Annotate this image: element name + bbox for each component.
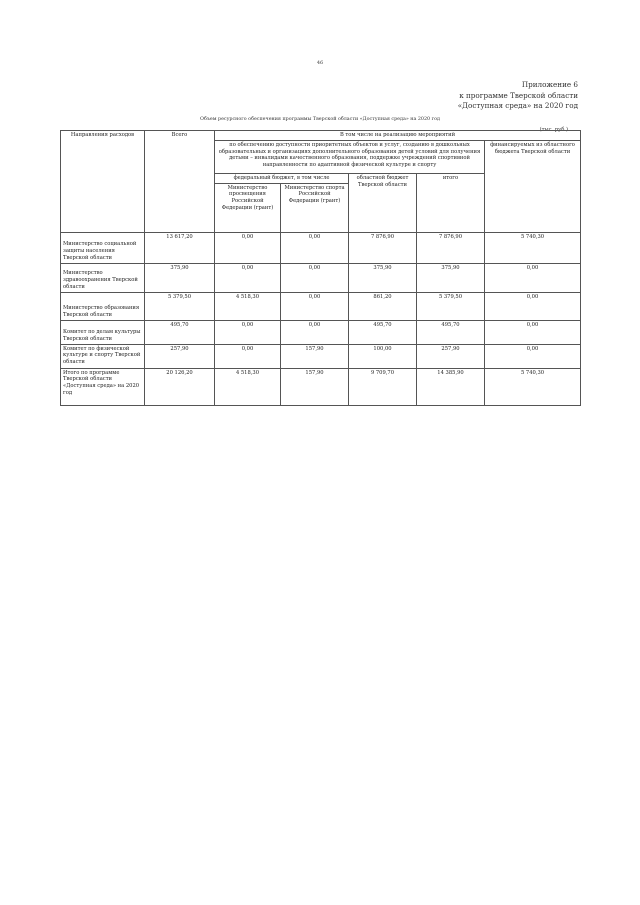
appendix-line-1: Приложение 6 (521, 80, 578, 89)
cell-financed: 0,00 (485, 344, 581, 368)
row-name: Комитет по делам культуры Тверской области (61, 320, 145, 344)
row-name: Итого по программе Тверской области «Доступная среда» на 2020 год (61, 368, 145, 405)
cell-financed: 0,00 (485, 292, 581, 320)
table-row (61, 292, 581, 320)
header-group-desc: по обеспечению доступности приоритетных объектов и услуг, созданию в дошкольных образовательных и организациях дополнительного образования детей условий для получения детьми – инвалидами качественного образования, поддержке учреждений спортивной направленности по адаптивной физической культуре и спорту (215, 140, 485, 173)
cell-min-sport: 157,90 (281, 368, 349, 405)
cell-total: 257,90 (145, 344, 215, 368)
cell-total: 5 379,50 (145, 292, 215, 320)
table-row (61, 344, 581, 368)
header-total: Всего (145, 131, 215, 233)
table-row (61, 263, 581, 292)
cell-financed: 0,00 (485, 320, 581, 344)
appendix-line-2: к программе Тверской области (459, 90, 578, 100)
cell-subtotal: 375,90 (417, 263, 485, 292)
cell-min-edu: 0,00 (215, 344, 281, 368)
cell-total: 375,90 (145, 263, 215, 292)
cell-regional: 7 876,90 (349, 232, 417, 263)
cell-regional: 100,00 (349, 344, 417, 368)
row-name: Министерство образования Тверской области (61, 292, 145, 320)
cell-min-sport: 157,90 (281, 344, 349, 368)
cell-subtotal: 257,90 (417, 344, 485, 368)
header-federal: федеральный бюджет, в том числе (215, 173, 349, 183)
cell-regional: 495,70 (349, 320, 417, 344)
cell-subtotal: 7 876,90 (417, 232, 485, 263)
appendix-line-3: «Доступная среда» на 2020 год (457, 101, 578, 111)
document-title: Объем ресурсного обеспечения программы Тверской области «Доступная среда» на 2020 год (200, 117, 440, 122)
header-direction: Направления расходов (61, 131, 145, 233)
cell-min-edu: 0,00 (215, 263, 281, 292)
resource-table (60, 130, 581, 406)
cell-min-edu: 4 518,30 (215, 292, 281, 320)
table-row-total (61, 368, 581, 405)
row-name: Комитет по физической культуре и спорту Тверской области (61, 344, 145, 368)
table-row (61, 320, 581, 344)
cell-min-edu: 0,00 (215, 232, 281, 263)
cell-subtotal: 14 385,90 (417, 368, 485, 405)
cell-financed: 5 740,30 (485, 368, 581, 405)
cell-min-sport: 0,00 (281, 263, 349, 292)
cell-min-edu: 0,00 (215, 320, 281, 344)
row-name: Министерство социальной защиты населения Тверской области (61, 232, 145, 263)
table-row (61, 232, 581, 263)
cell-min-edu: 4 518,30 (215, 368, 281, 405)
unit-label: (тыс. руб.) (539, 127, 568, 133)
cell-regional: 9 709,70 (349, 368, 417, 405)
appendix-note (458, 80, 578, 112)
header-subtotal: итого (417, 173, 485, 232)
row-name: Министерство здравоохранения Тверской области (61, 263, 145, 292)
cell-min-sport: 0,00 (281, 292, 349, 320)
header-min-edu: Министерство просвещения Российской Федерации (грант) (215, 183, 281, 232)
header-regional: областной бюджет Тверской области (349, 173, 417, 232)
cell-total: 13 617,20 (145, 232, 215, 263)
cell-financed: 5 740,30 (485, 232, 581, 263)
cell-subtotal: 495,70 (417, 320, 485, 344)
cell-regional: 375,90 (349, 263, 417, 292)
cell-min-sport: 0,00 (281, 232, 349, 263)
cell-financed: 0,00 (485, 263, 581, 292)
header-min-sport: Министерство спорта Российской Федерации (грант) (281, 183, 349, 232)
header-financed: финансируемых из областного бюджета Тверской области (485, 140, 581, 232)
header-including: В том числе на реализацию мероприятий (215, 131, 581, 141)
cell-total: 495,70 (145, 320, 215, 344)
page-number: 46 (316, 60, 324, 66)
cell-regional: 861,20 (349, 292, 417, 320)
cell-total: 20 126,20 (145, 368, 215, 405)
cell-min-sport: 0,00 (281, 320, 349, 344)
cell-subtotal: 5 379,50 (417, 292, 485, 320)
